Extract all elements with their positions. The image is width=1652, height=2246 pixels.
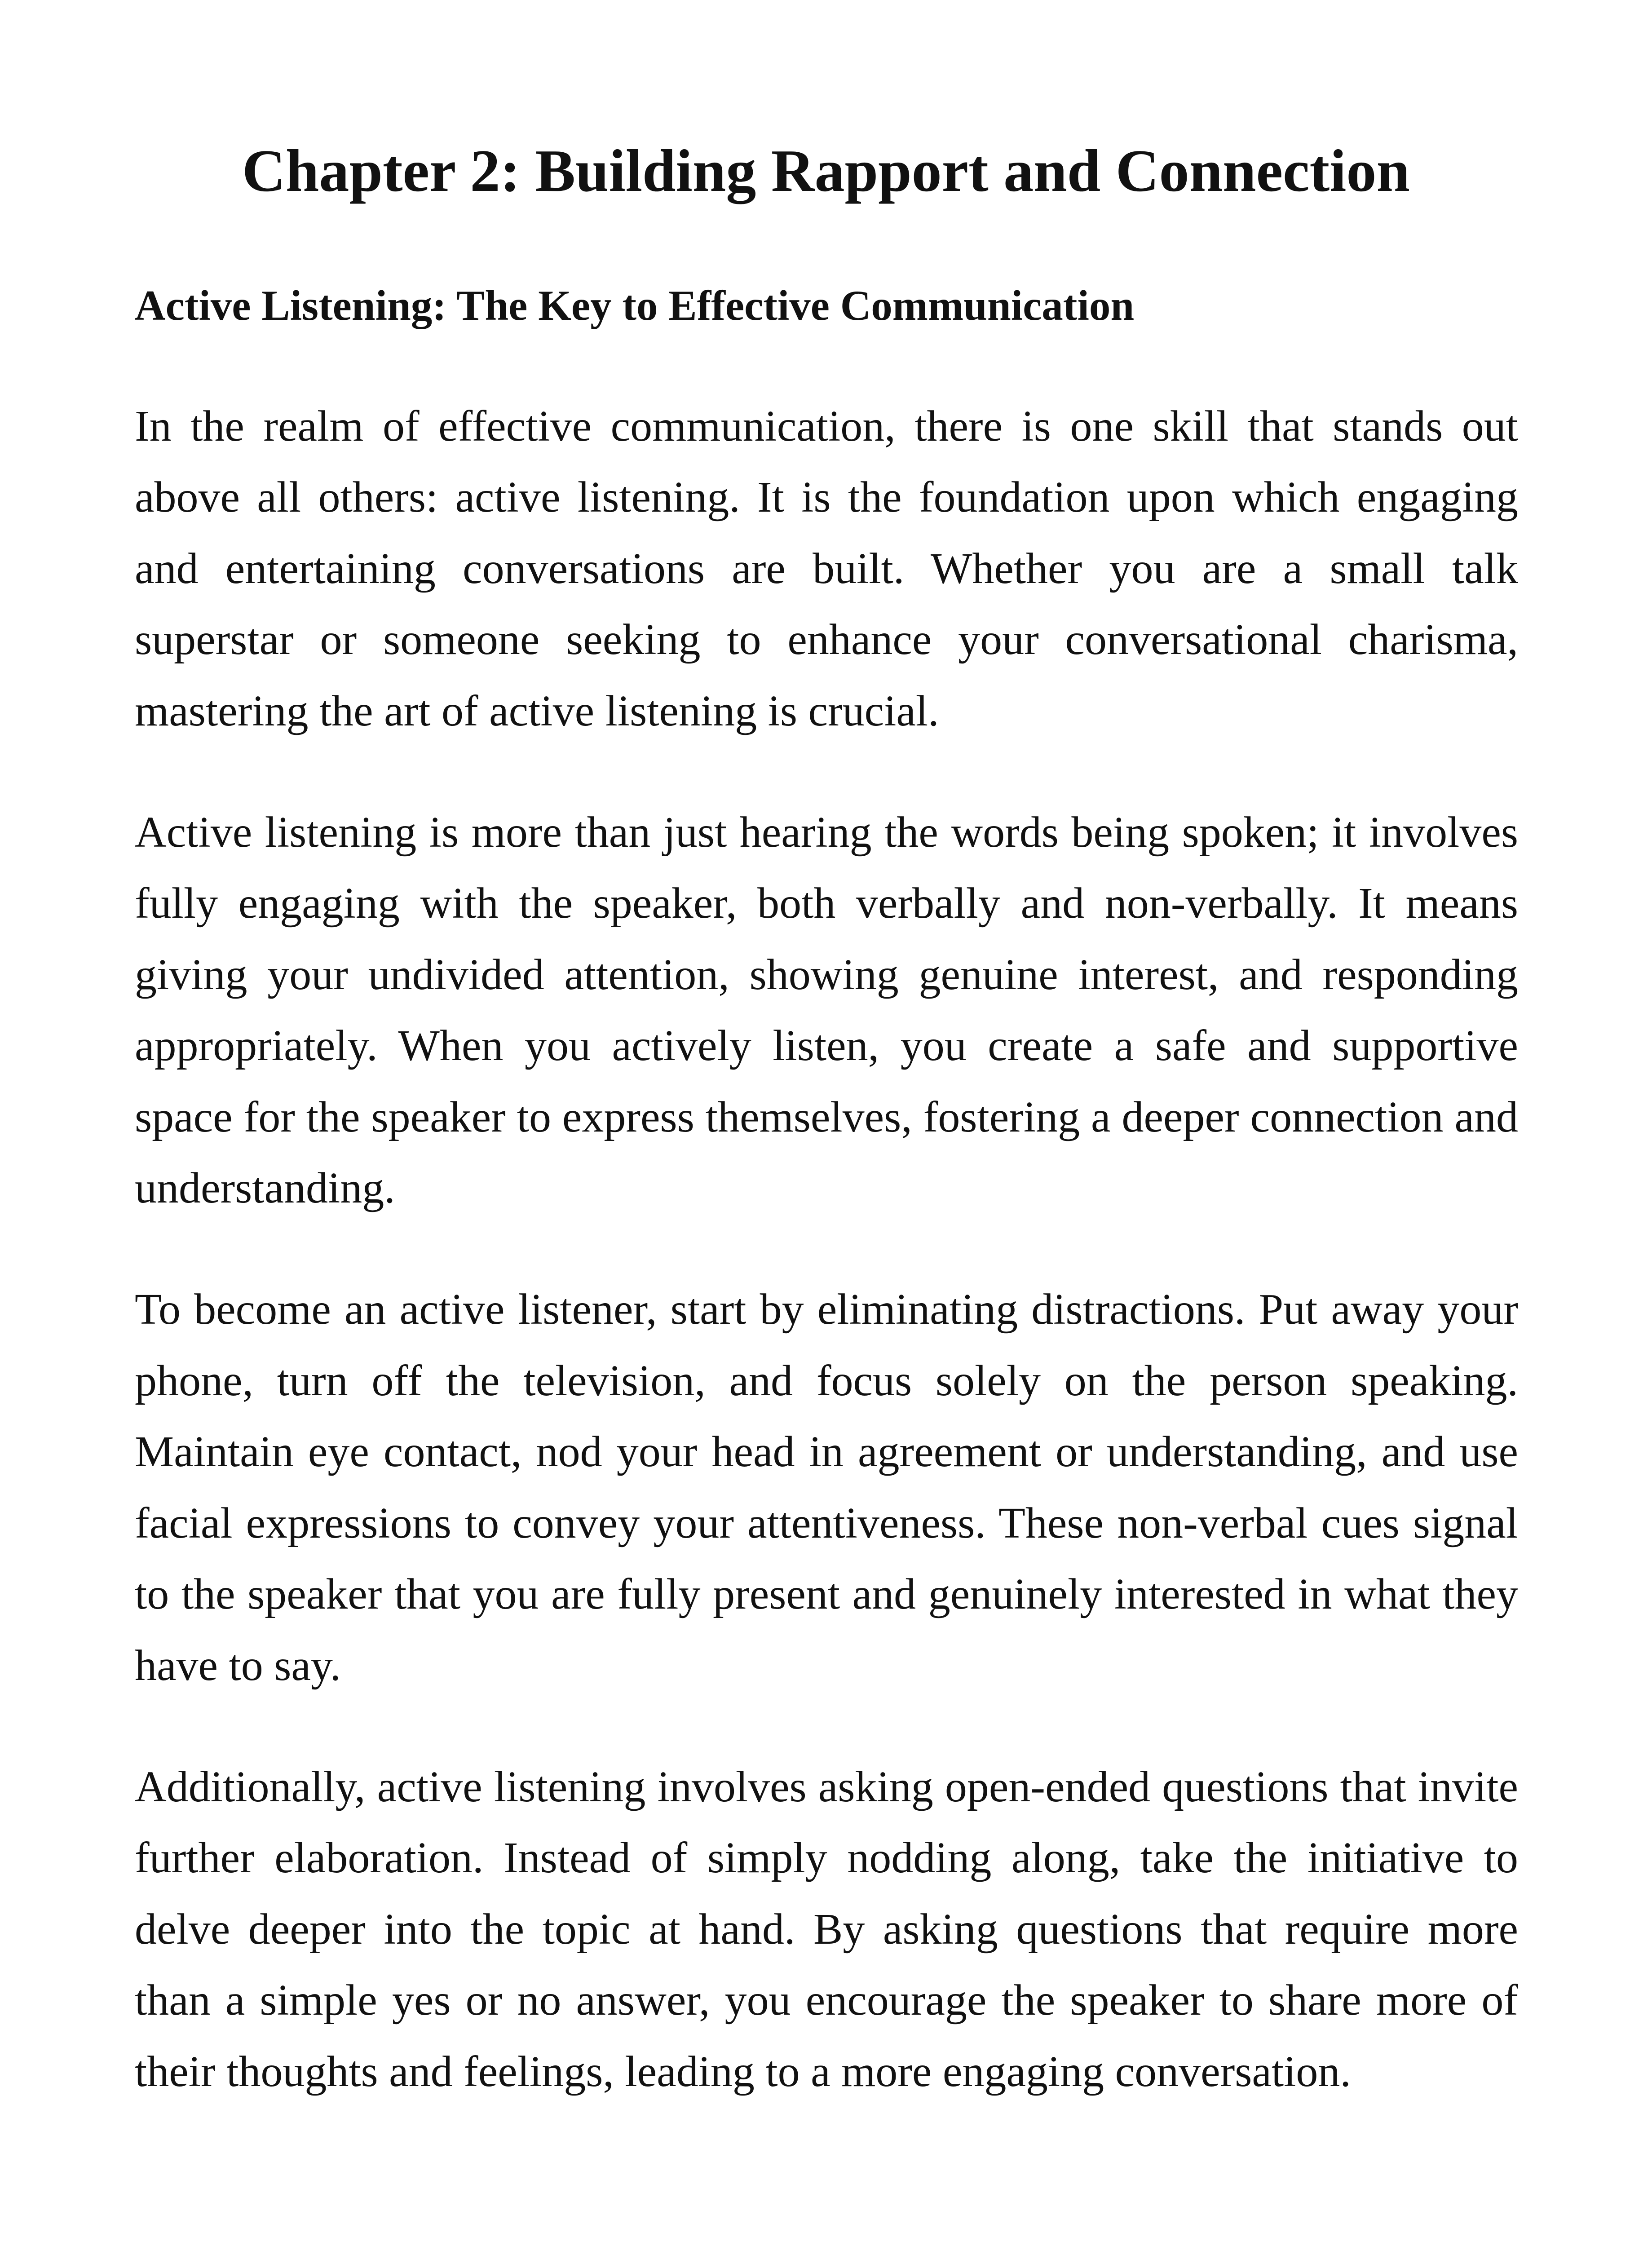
paragraph: To become an active listener, start by eliminating distractions. Put away your phone, turn off the television, and focus solely on the person speaking. Maintain eye contact, nod your head in agreement or understanding, and use facial expressions to convey your attentiveness. These non-verbal cues signal to the speaker that you are fully present and genuinely interested in what they have to say. <box>135 1285 1518 1690</box>
section-heading: Active Listening: The Key to Effective Communication <box>135 282 1135 329</box>
paragraph: Additionally, active listening involves asking open-ended questions that invite further elaboration. Instead of simply nodding along, take the initiative to delve deeper into the topic at hand. By asking questions that require more than a simple yes or no answer, you encourage the speaker to share more of their thoughts and feelings, leading to a more engaging conversation. <box>135 1762 1518 2096</box>
paragraph: Active listening is more than just hearing the words being spoken; it involves fully engaging with the speaker, both verbally and non-verbally. It means giving your undivided attention, showing genuine interest, and responding appropriately. When you actively listen, you create a safe and supportive space for the speaker to express themselves, fostering a deeper connection and understanding. <box>135 808 1518 1213</box>
body-text <box>135 391 1518 2158</box>
paragraph: In the realm of effective communication, there is one skill that stands out above all others: active listening. It is the foundation upon which engaging and entertaining conversations are built. Whether you are a small talk superstar or someone seeking to enhance your conversational charisma, mastering the art of active listening is crucial. <box>135 402 1518 735</box>
chapter-title: Chapter 2: Building Rapport and Connection <box>242 137 1410 204</box>
